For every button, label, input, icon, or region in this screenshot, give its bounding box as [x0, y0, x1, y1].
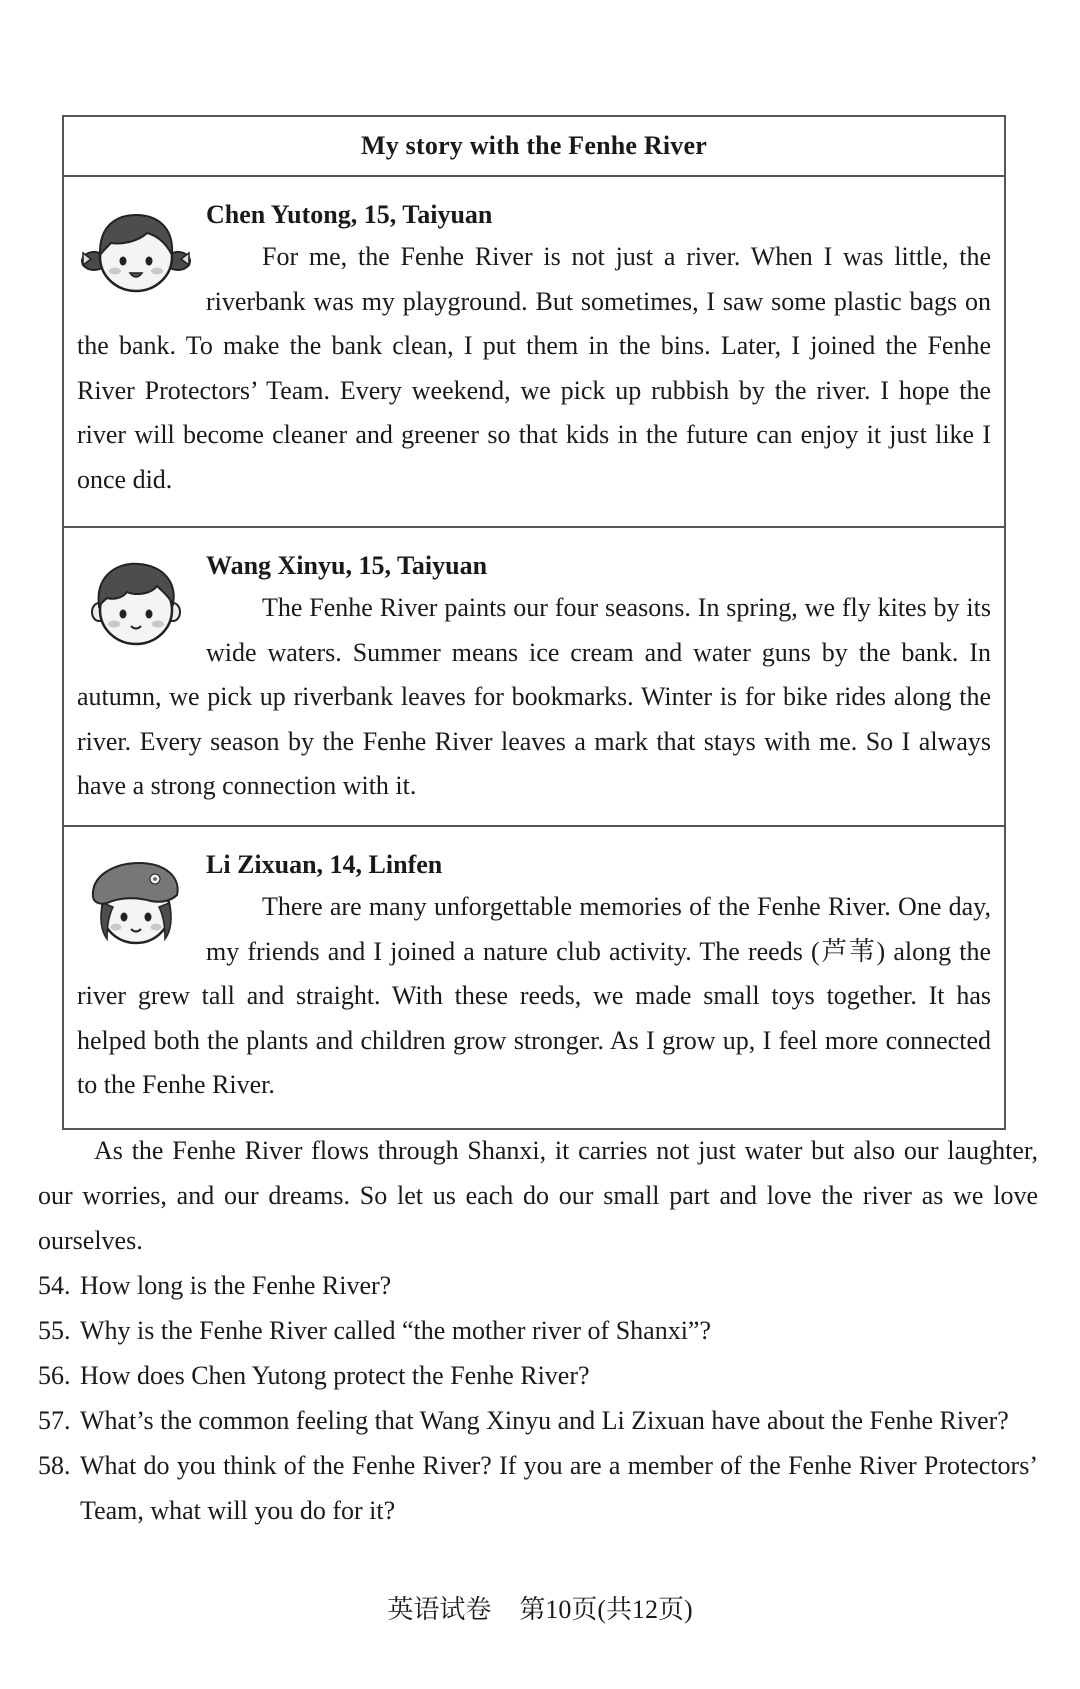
story-chen-yutong [64, 177, 1004, 526]
question-item [38, 1398, 1038, 1443]
question-number: 56. [38, 1361, 71, 1390]
girl-with-pigtails-icon [77, 201, 203, 319]
question-text: What do you think of the Fenhe River? If you are a member of the Fenhe River Protectors’ Team, what will you do for it? [80, 1451, 1038, 1525]
question-text: How long is the Fenhe River? [80, 1271, 392, 1300]
footer-subject: 英语试卷 [387, 1595, 492, 1624]
question-item [38, 1308, 1038, 1353]
story-author-name: Chen Yutong, 15, Taiyuan [206, 200, 493, 229]
story-author-name: Wang Xinyu, 15, Taiyuan [206, 551, 488, 580]
question-text: How does Chen Yutong protect the Fenhe River? [80, 1361, 590, 1390]
closing-paragraph: As the Fenhe River flows through Shanxi, it carries not just water but also our laughter, our worries, and our dreams. So let us each do our small part and love the river as we love ourselves. [38, 1136, 1038, 1255]
story-text: For me, the Fenhe River is not just a river. When I was little, the riverbank was my playground. But sometimes, I saw some plastic bags on the bank. To make the bank clean, I put them in the bins. Later, I joined the Fenhe River Protectors’ Team. Every weekend, we pick up rubbish by the river. I hope the river will become cleaner and greener so that kids in the future can enjoy it just like I once did. [77, 242, 991, 494]
question-item [38, 1263, 1038, 1308]
boy-icon [77, 552, 203, 670]
story-li-zixuan [64, 825, 1004, 1128]
question-item [38, 1353, 1038, 1398]
question-number: 55. [38, 1316, 71, 1345]
question-item [38, 1443, 1038, 1533]
question-text: What’s the common feeling that Wang Xinyu and Li Zixuan have about the Fenhe River? [80, 1406, 1009, 1435]
story-box-title: My story with the Fenhe River [64, 117, 1004, 177]
footer-page-info: 第10页(共12页) [519, 1595, 693, 1624]
question-list [38, 1263, 1038, 1533]
question-number: 54. [38, 1271, 71, 1300]
story-text: There are many unforgettable memories of the Fenhe River. One day, my friends and I joined a nature club activity. The reeds (芦苇) along the river grew tall and straight. With these reeds, we made small toys together. It has helped both the plants and children grow stronger. As I grow up, I feel more connected to the Fenhe River. [77, 892, 991, 1099]
story-author-name: Li Zixuan, 14, Linfen [206, 850, 443, 879]
question-number: 58. [38, 1451, 71, 1480]
story-wang-xinyu [64, 526, 1004, 825]
question-text: Why is the Fenhe River called “the mother river of Shanxi”? [80, 1316, 712, 1345]
page-footer [0, 1592, 1080, 1628]
girl-with-beret-icon [77, 851, 203, 969]
question-number: 57. [38, 1406, 71, 1435]
story-text: The Fenhe River paints our four seasons. In spring, we fly kites by its wide waters. Summer means ice cream and water guns by the bank. In autumn, we pick up riverbank leaves for bookmarks. Winter is for bike rides along the river. Every season by the Fenhe River leaves a mark that stays with me. So I always have a strong connection with it. [77, 593, 991, 800]
story-box [62, 115, 1006, 1130]
